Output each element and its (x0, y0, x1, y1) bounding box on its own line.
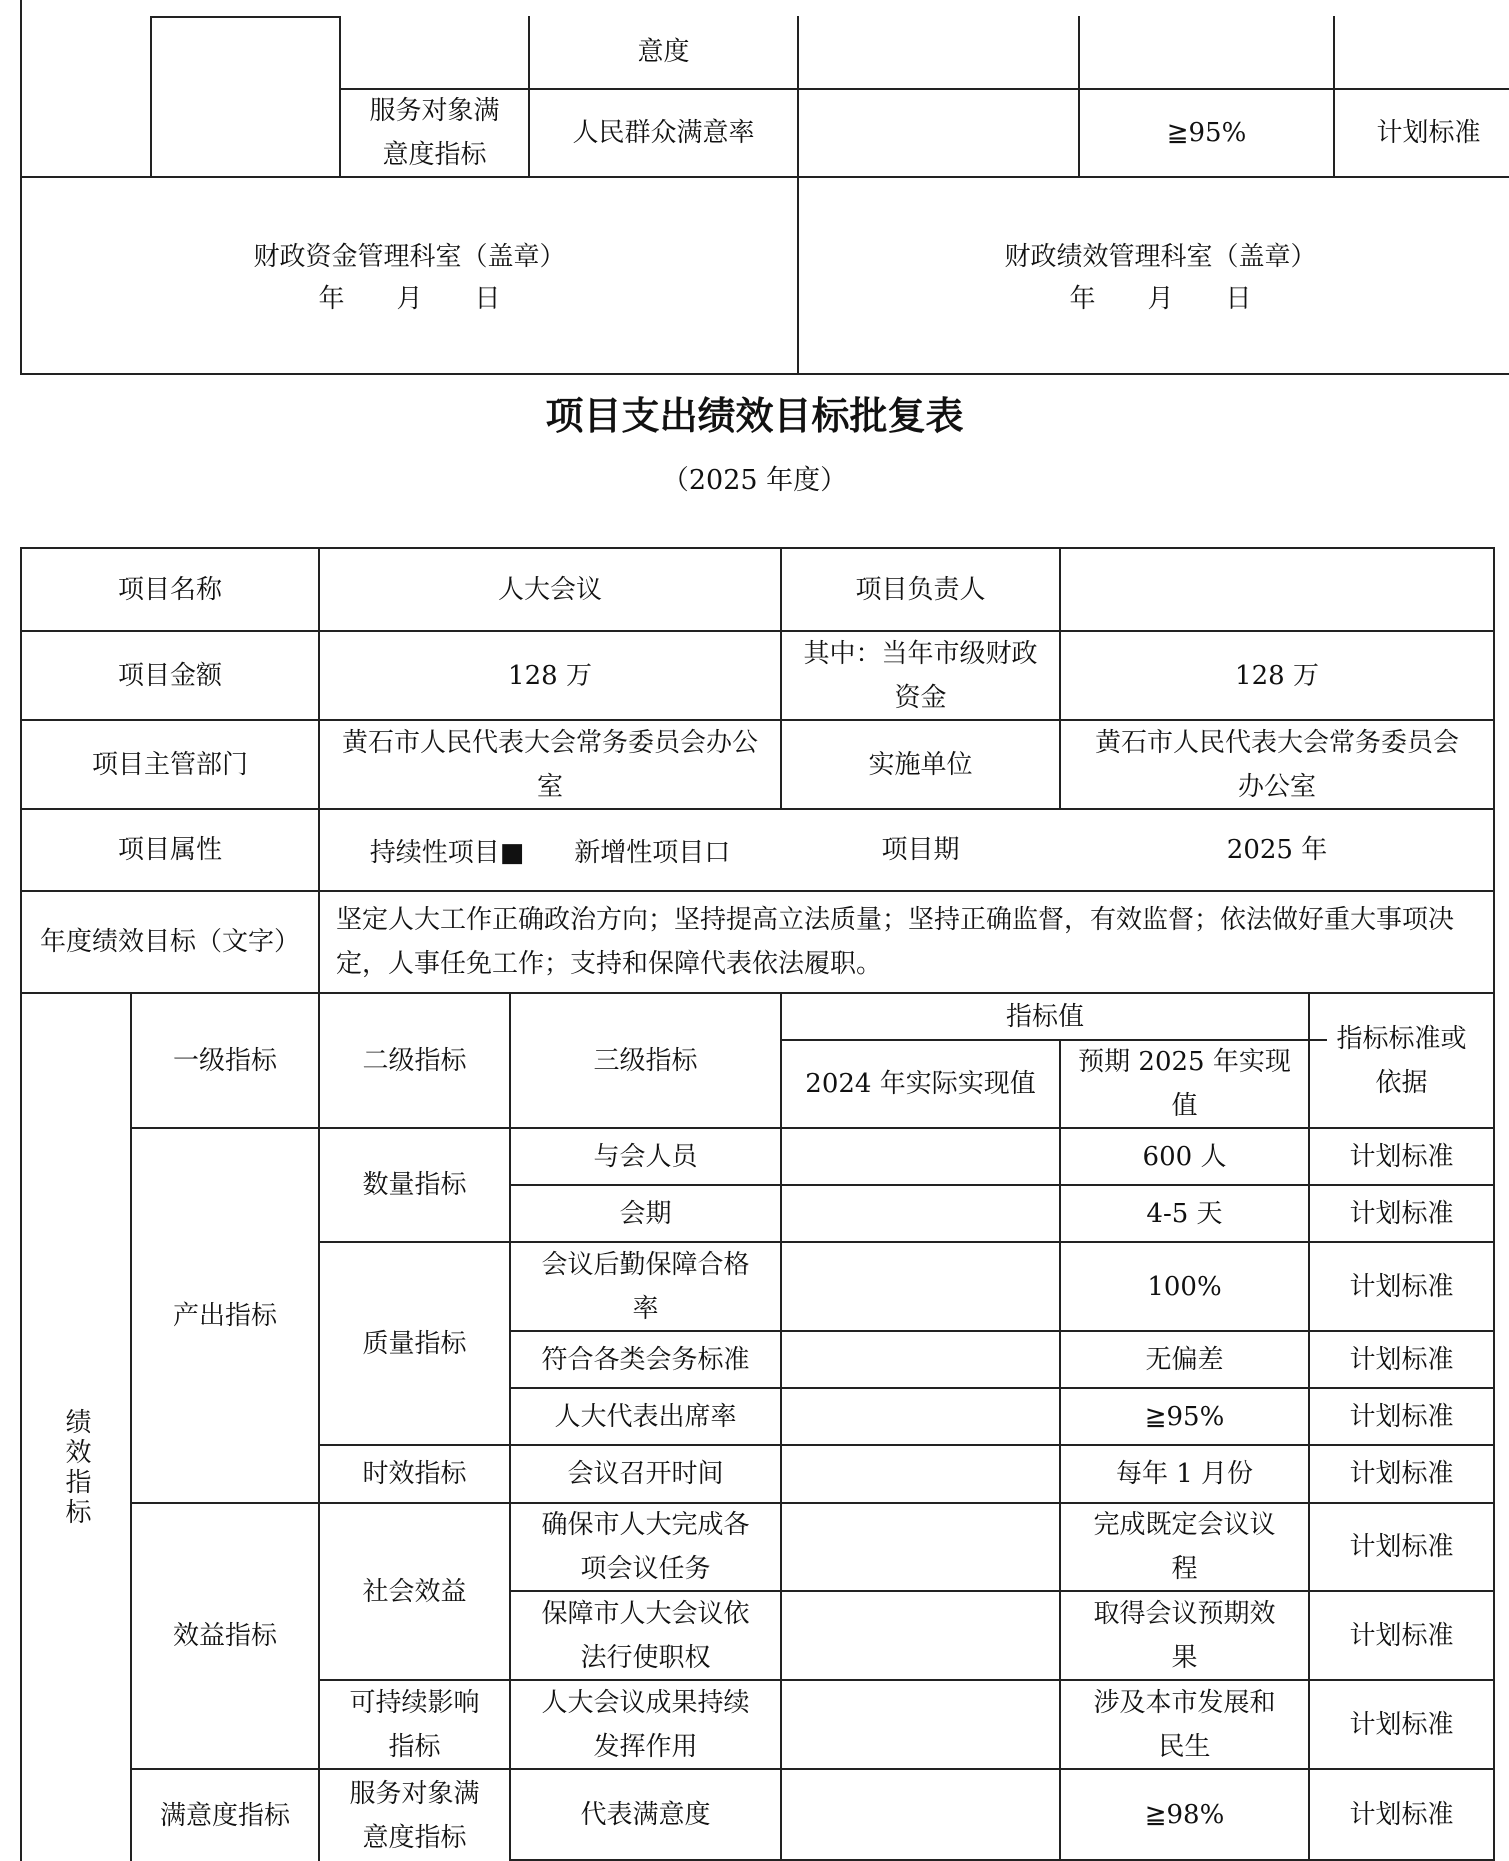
table-row-actual (782, 1332, 1059, 1387)
prev-row-b-value: ≧95% (1166, 118, 1247, 148)
page-subtitle: （2025 年度） (661, 465, 848, 496)
table-row-actual (782, 1770, 1059, 1859)
table-row-level3: 代表满意度 (580, 1799, 711, 1830)
project-leader-value (1061, 549, 1493, 630)
level1-output: 产出指标 (172, 1300, 277, 1331)
table-row-level3: 符合各类会务标准 (541, 1344, 750, 1375)
sign-right (799, 236, 1509, 320)
attribute-continuing: 持续性项目■ (369, 837, 525, 868)
table-row-level3: 会议后勤保障合格率 (541, 1249, 750, 1324)
table-row-expected: 完成既定会议议程 (1093, 1510, 1276, 1584)
level2-timeliness: 时效指标 (362, 1459, 467, 1489)
table-row-level3: 保障市人大会议依法行使职权 (541, 1598, 750, 1673)
table-row-actual (782, 1504, 1059, 1590)
table-row-level3: 人大会议成果持续发挥作用 (541, 1687, 750, 1762)
attribute-new: 新增性项目口 (574, 837, 731, 868)
project-period-value: 2025 年 (1226, 835, 1328, 865)
header-value-group: 指标值 (1005, 1001, 1084, 1032)
table-row-expected: 4-5 天 (1146, 1198, 1223, 1229)
level1-benefit: 效益指标 (172, 1621, 277, 1651)
header-level2: 二级指标 (362, 1045, 467, 1076)
header-level3: 三级指标 (593, 1045, 698, 1076)
project-attribute-options (320, 810, 780, 890)
project-name-value: 人大会议 (497, 574, 602, 605)
header-expected-2025: 预期 2025 年实现值 (1078, 1047, 1291, 1121)
table-row-level3: 人大代表出席率 (554, 1401, 737, 1432)
city-funds-label: 其中：当年市级财政资金 (803, 638, 1038, 713)
project-amount-label: 项目金额 (117, 660, 222, 691)
table-row-basis: 计划标准 (1349, 1141, 1454, 1172)
sign-left-date: 年 月 日 (318, 284, 501, 314)
implementing-unit-label: 实施单位 (868, 749, 973, 780)
project-name-label: 项目名称 (117, 574, 222, 605)
table-row-expected: ≧98% (1144, 1799, 1225, 1830)
table-row-basis: 计划标准 (1349, 1344, 1454, 1375)
implementing-unit-value: 黄石市人民代表大会常务委员会办公室 (1094, 727, 1459, 802)
header-basis: 指标标准或依据 (1336, 1023, 1467, 1098)
table-row-actual (782, 1129, 1059, 1184)
table-row-actual (782, 1592, 1059, 1679)
project-attribute-label: 项目属性 (117, 835, 222, 865)
table-row-level3: 会议召开时间 (567, 1459, 724, 1489)
table-row-expected: 涉及本市发展和民生 (1093, 1687, 1276, 1762)
sign-right-date: 年 月 日 (1069, 284, 1252, 314)
project-amount-value: 128 万 (508, 660, 592, 691)
department-label: 项目主管部门 (91, 749, 248, 780)
page-title: 项目支出绩效目标批复表 (545, 394, 964, 438)
table-row-expected: 600 人 (1142, 1141, 1227, 1172)
project-period-label: 项目期 (881, 835, 960, 865)
table-row-basis: 计划标准 (1349, 1709, 1454, 1740)
sign-left (22, 236, 797, 320)
table-row-level3: 会期 (619, 1198, 672, 1229)
level2-sustainability: 可持续影响指标 (349, 1687, 480, 1762)
table-row-level3: 确保市人大完成各项会议任务 (541, 1510, 750, 1584)
sign-left-office: 财政资金管理科室（盖章） (253, 242, 566, 272)
prev-row-b-basis: 计划标准 (1376, 118, 1481, 148)
department-value: 黄石市人民代表大会常务委员会办公室 (341, 727, 758, 802)
table-row-actual (782, 1681, 1059, 1768)
table-row-basis: 计划标准 (1349, 1532, 1454, 1562)
table-row-basis: 计划标准 (1349, 1401, 1454, 1432)
table-row-basis: 计划标准 (1349, 1459, 1454, 1489)
level1-satisfaction: 满意度指标 (159, 1800, 290, 1831)
table-row-actual (782, 1186, 1059, 1241)
annual-goal-text: 坚定人大工作正确政治方向；坚持提高立法质量；坚持正确监督，有效监督；依法做好重大事项决定，人事任免工作；支持和保障代表依法履职。 (336, 905, 1455, 979)
level2-quantity: 数量指标 (362, 1170, 467, 1200)
level2-service-satisfaction: 服务对象满意度指标 (349, 1778, 480, 1853)
table-row-basis: 计划标准 (1349, 1198, 1454, 1229)
project-leader-label: 项目负责人 (855, 574, 986, 605)
table-row-expected: ≧95% (1144, 1401, 1225, 1432)
table-row-basis: 计划标准 (1349, 1271, 1454, 1302)
table-row-basis: 计划标准 (1349, 1799, 1454, 1830)
table-row-actual (782, 1446, 1059, 1502)
header-level1: 一级指标 (172, 1045, 277, 1076)
prev-row-a-level3: 意度 (637, 37, 690, 67)
level2-social: 社会效益 (362, 1576, 467, 1607)
annual-goal-label: 年度绩效目标（文字） (39, 927, 300, 957)
table-row-actual (782, 1389, 1059, 1444)
table-row-actual (782, 1243, 1059, 1330)
performance-indicators-label: 绩效指标 (61, 1407, 91, 1528)
table-row-basis: 计划标准 (1349, 1620, 1454, 1651)
table-row-expected: 无偏差 (1145, 1344, 1224, 1375)
table-row-level3: 与会人员 (593, 1141, 698, 1172)
level2-quality: 质量指标 (362, 1328, 467, 1359)
table-row-expected: 100% (1147, 1271, 1222, 1302)
prev-row-b-level2: 服务对象满意度指标 (369, 96, 500, 170)
header-actual-2024: 2024 年实际实现值 (805, 1069, 1036, 1099)
table-row-expected: 取得会议预期效果 (1093, 1598, 1276, 1673)
city-funds-value: 128 万 (1235, 660, 1319, 691)
sign-right-office: 财政绩效管理科室（盖章） (1004, 242, 1317, 272)
table-row-expected: 每年 1 月份 (1115, 1459, 1254, 1489)
prev-row-b-level3: 人民群众满意率 (572, 118, 755, 148)
